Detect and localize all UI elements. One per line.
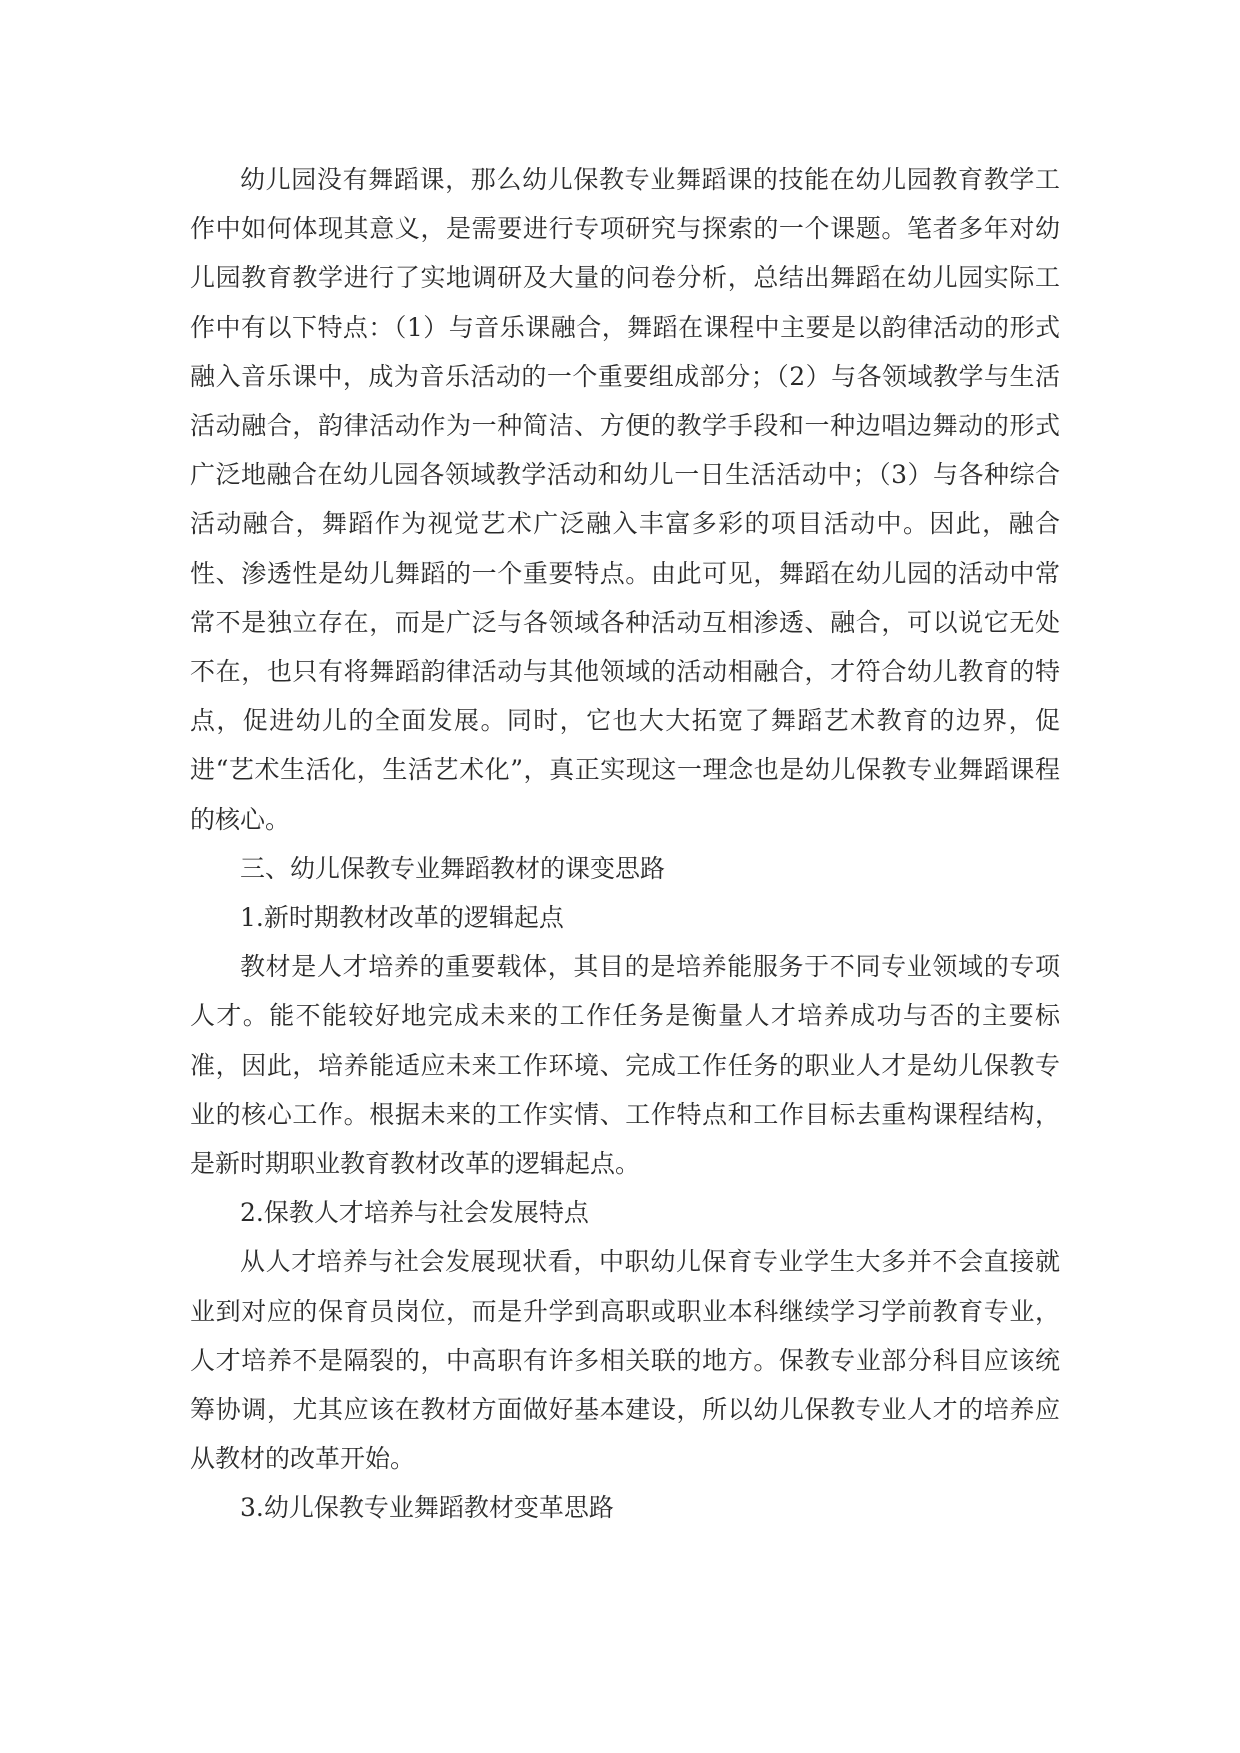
body-paragraph: 从人才培养与社会发展现状看，中职幼儿保育专业学生大多并不会直接就业到对应的保育员岗位，而是升学到高职或职业本科继续学习学前教育专业，人才培养不是隔裂的，中高职有许多相关联的地方。保教专业部分科目应该统筹协调，尤其应该在教材方面做好基本建设，所以幼儿保教专业人才的培养应从教材的改革开始。: [190, 1247, 1060, 1474]
body-paragraph: 幼儿园没有舞蹈课，那么幼儿保教专业舞蹈课的技能在幼儿园教育教学工作中如何体现其意义，是需要进行专项研究与探索的一个课题。笔者多年对幼儿园教育教学进行了实地调研及大量的问卷分析，总结出舞蹈在幼儿园实际工作中有以下特点：（1）与音乐课融合，舞蹈在课程中主要是以韵律活动的形式融入音乐课中，成为音乐活动的一个重要组成部分；（2）与各领域教学与生活活动融合，韵律活动作为一种简洁、方便的教学手段和一种边唱边舞动的形式广泛地融合在幼儿园各领域教学活动和幼儿一日生活活动中；（3）与各种综合活动融合，舞蹈作为视觉艺术广泛融入丰富多彩的项目活动中。因此，融合性、渗透性是幼儿舞蹈的一个重要特点。由此可见，舞蹈在幼儿园的活动中常常不是独立存在，而是广泛与各领域各种活动互相渗透、融合，可以说它无处不在，也只有将舞蹈韵律活动与其他领域的活动相融合，才符合幼儿教育的特点，促进幼儿的全面发展。同时，它也大大拓宽了舞蹈艺术教育的边界，促进“艺术生活化，生活艺术化”，真正实现这一理念也是幼儿保教专业舞蹈课程的核心。: [190, 165, 1060, 834]
subsection-heading: 3.幼儿保教专业舞蹈教材变革思路: [240, 1493, 614, 1523]
subsection-heading: 2.保教人才培养与社会发展特点: [240, 1198, 589, 1228]
section-heading: 三、幼儿保教专业舞蹈教材的课变思路: [240, 853, 666, 883]
document-body: [190, 155, 1060, 1533]
body-paragraph: 教材是人才培养的重要载体，其目的是培养能服务于不同专业领域的专项人才。能不能较好地完成未来的工作任务是衡量人才培养成功与否的主要标准，因此，培养能适应未来工作环境、完成工作任务的职业人才是幼儿保教专业的核心工作。根据未来的工作实情、工作特点和工作目标去重构课程结构，是新时期职业教育教材改革的逻辑起点。: [190, 952, 1060, 1179]
subsection-heading: 1.新时期教材改革的逻辑起点: [240, 903, 564, 933]
